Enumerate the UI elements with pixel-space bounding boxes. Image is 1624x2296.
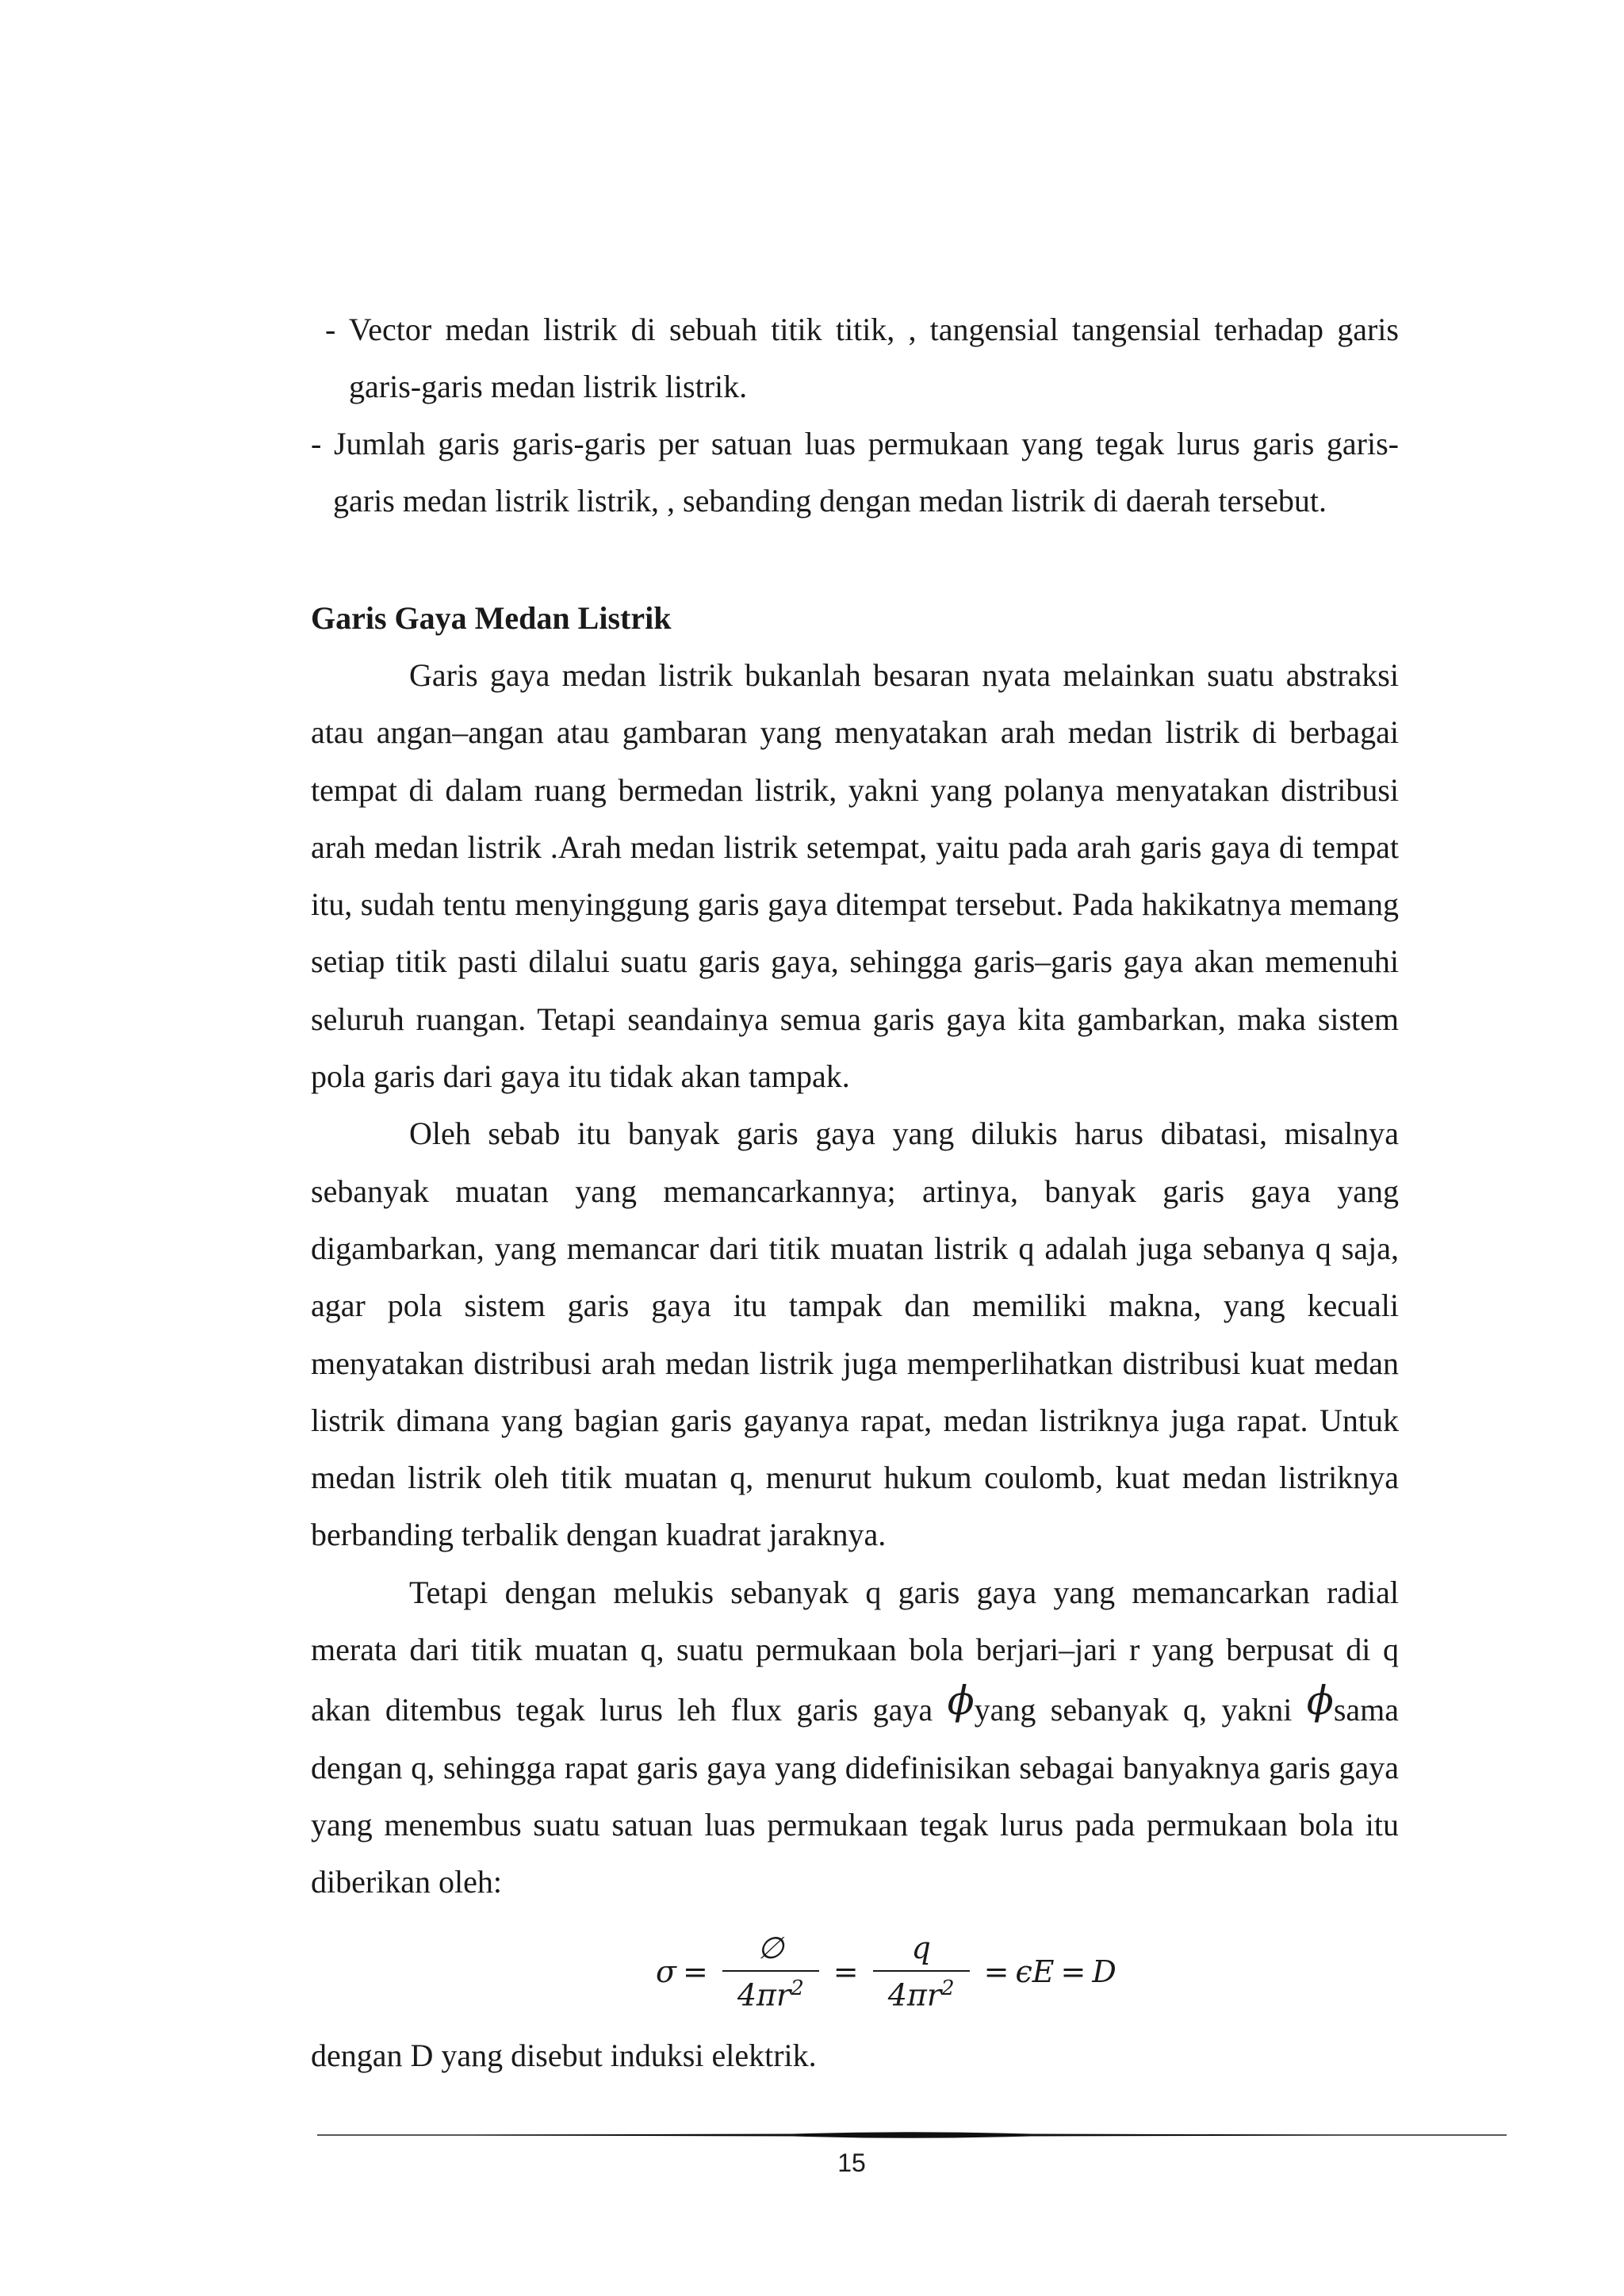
bullet-item-vector: - Vector medan listrik di sebuah titik titik, , tangensial tangensial terhadap garis garis-garis medan listrik listrik. — [325, 312, 1399, 404]
denominator-exponent: 2 — [791, 1976, 804, 2000]
closing-sentence: dengan D yang disebut induksi elektrik. — [311, 2037, 817, 2073]
equation — [656, 1916, 1116, 2027]
section-heading: Garis Gaya Medan Listrik — [311, 600, 672, 636]
equals-sign: = — [1060, 1954, 1086, 1989]
fraction-numerator: ∅ — [722, 1931, 819, 1972]
bullet-item-jumlah: - Jumlah garis garis-garis per satuan luas permukaan yang tegak lurus garis garis-garis medan listrik listrik, , sebanding dengan medan listrik di daerah tersebut. — [311, 426, 1399, 519]
denominator-base: 4πr — [887, 1977, 942, 2013]
equals-sign: = — [833, 1954, 859, 1989]
paragraph-1: Garis gaya medan listrik bukanlah besaran nyata melainkan suatu abstraksi atau angan–angan atau gambaran yang menyatakan arah medan listrik di berbagai tempat di dalam ruang bermedan listrik, yakni yang polanya menyatakan distribusi arah medan listrik .Arah medan listrik setempat, yaitu pada arah garis gaya di tempat itu, sudah tentu menyinggung garis gaya ditempat tersebut. Pada hakikatnya memang setiap titik pasti dilalui suatu garis gaya, sehingga garis–garis gaya akan memenuhi seluruh ruangan. Tetapi seandainya semua garis gaya kita gambarkan, maka sistem pola garis dari gaya itu tidak akan tampak. — [311, 657, 1399, 1095]
denominator-base: 4πr — [737, 1977, 791, 2013]
paragraph-2: Oleh sebab itu banyak garis gaya yang dilukis harus dibatasi, misalnya sebanyak muatan yang memancarkannya; artinya, banyak garis gaya yang digambarkan, yang memancar dari titik muatan listrik q adalah juga sebanya q saja, agar pola sistem garis gaya itu tampak dan memiliki makna, yang kecuali menyatakan distribusi arah medan listrik juga memperlihatkan distribusi kuat medan listrik dimana yang bagian garis gayanya rapat, medan listriknya juga rapat. Untuk medan listrik oleh titik muatan q, menurut hukum coulomb, kuat medan listriknya berbanding terbalik dengan kuadrat jaraknya. — [311, 1115, 1399, 1553]
paragraph-3 — [311, 1564, 1399, 1911]
equation-rhs: D — [1092, 1954, 1116, 1989]
paragraph-3-text-b: yang sebanyak q, yakni — [974, 1692, 1307, 1728]
equals-sign: = — [682, 1954, 708, 1989]
paragraph-3-text-c: sama dengan q, sehingga rapat garis gaya yang didefinisikan sebagai banyaknya garis gaya yang menembus suatu satuan luas permukaan tegak lurus pada permukaan bola itu diberikan oleh: — [311, 1692, 1399, 1900]
fraction-flux — [722, 1931, 819, 2013]
footer-divider — [317, 2130, 1507, 2141]
phi-symbol: ϕ — [1306, 1678, 1334, 1724]
equals-sign: = — [983, 1954, 1009, 1989]
fraction-denominator — [733, 1972, 809, 2013]
fraction-denominator — [883, 1972, 959, 2013]
equation-lhs: σ — [656, 1954, 676, 1989]
page-number: 15 — [837, 2149, 866, 2177]
page-content — [311, 301, 1399, 2084]
equation-epsilon-e: ϵE — [1015, 1954, 1055, 1989]
denominator-exponent: 2 — [941, 1976, 955, 2000]
fraction-numerator: q — [873, 1931, 970, 1972]
paragraph-3-text-a: Tetapi dengan melukis sebanyak q garis gaya yang memancarkan radial merata dari titik muatan q, suatu permukaan bola berjari–jari r yang berpusat di q akan ditembus tegak lurus leh flux garis gaya — [311, 1574, 1399, 1728]
fraction-charge — [873, 1931, 970, 2013]
phi-symbol: ϕ — [947, 1678, 975, 1724]
equation-block — [311, 1916, 1399, 2027]
